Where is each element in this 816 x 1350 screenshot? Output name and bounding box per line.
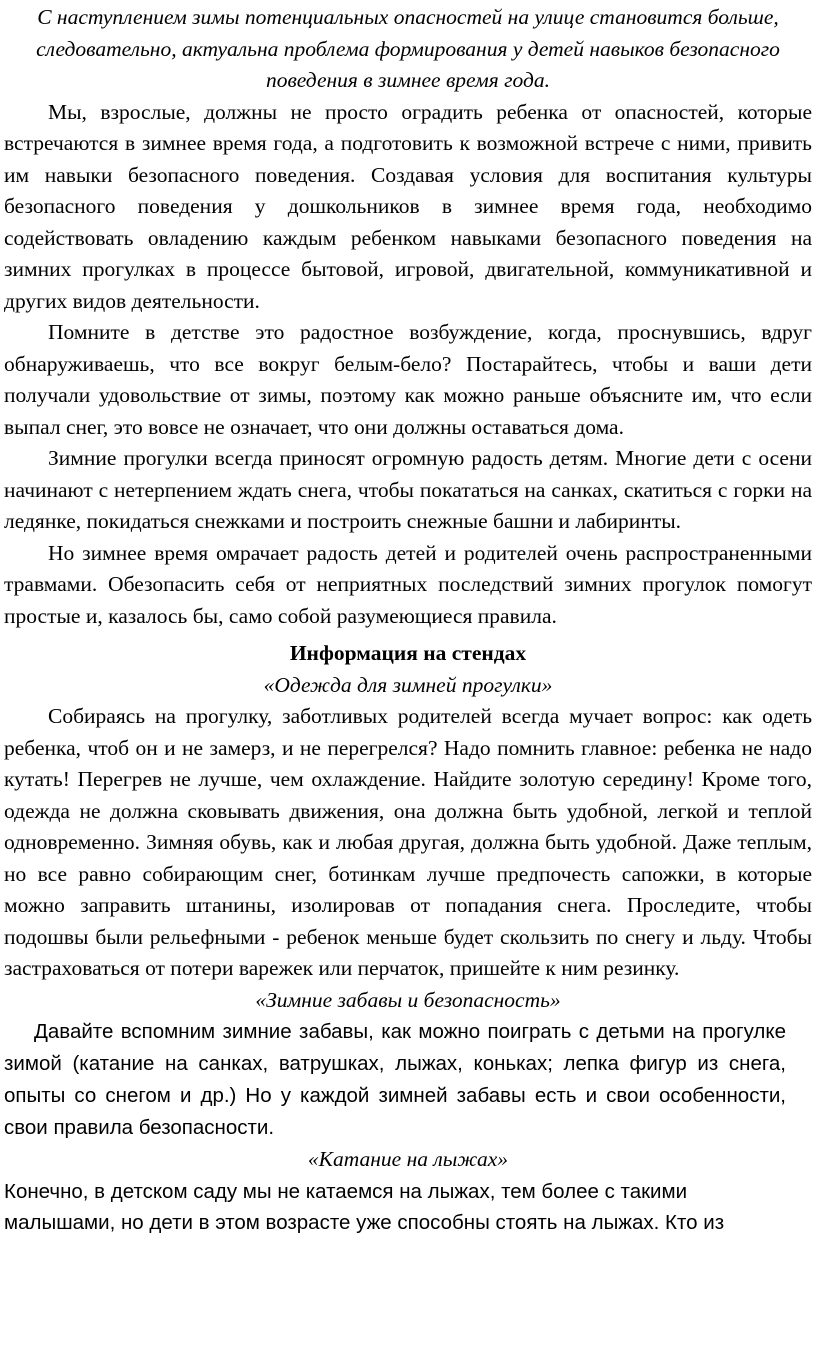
clothing-title: «Одежда для зимней прогулки» xyxy=(263,672,553,697)
paragraph-winter-walks: Зимние прогулки всегда приносят огромную радость детям. Многие дети с осени начинают с нетерпением ждать снега, чтобы покататься на санках, скатиться с горки на ледянке, покидаться снежками и построить снежные башни и лабиринты. xyxy=(4,446,812,533)
clothing-paragraph: Собираясь на прогулку, заботливых родителей всегда мучает вопрос: как одеть ребенка, чтоб он и не замерз, и не перегрелся? Надо помнить главное: ребенка не надо кутать! Перегрев не лучше, чем охлаждение. Найдите золотую середину! Кроме того, одежда не должна сковывать движения, она должна быть удобной, легкой и теплой одновременно. Зимняя обувь, как и любая другая, должна быть удобной. Даже теплым, но все равно собирающим снег, ботинкам лучше предпочесть сапожки, в которые можно заправить штанины, изолировав от попадания снега. Проследите, чтобы подошвы были рельефными - ребенок меньше будет скользить по снегу и льду. Чтобы застраховаться от потери варежек или перчаток, пришейте к ним резинку. xyxy=(4,704,812,980)
winter-fun-title: «Зимние забавы и безопасность» xyxy=(255,987,561,1012)
skiing-paragraph: Конечно, в детском саду мы не катаемся на лыжах, тем более с такими малышами, но дети в этом возрасте уже способны стоять на лыжах. Кто из xyxy=(4,1179,725,1234)
paragraph-adults: Мы, взрослые, должны не просто оградить ребенка от опасностей, которые встречаются в зимнее время года, а подготовить к возможной встрече с ними, привить им навыки безопасного поведения. Создавая условия для воспитания культуры безопасного поведения у дошкольников в зимнее время года, необходимо содействовать овладению каждым ребенком навыками безопасного поведения на зимних прогулках в процессе бытовой, игровой, двигательной, коммуникативной и других видов деятельности. xyxy=(4,99,812,313)
skiing-title: «Катание на лыжах» xyxy=(307,1147,509,1171)
intro-paragraph: С наступлением зимы потенциальных опасностей на улице становится больше, следовательно, актуальна проблема формирования у детей навыков безопасного поведения в зимнее время года. xyxy=(36,5,780,92)
paragraph-injuries: Но зимнее время омрачает радость детей и родителей очень распространенными травмами. Обезопасить себя от неприятных последствий зимних прогулок помогут простые и, казалось бы, само собой разумеющиеся правила. xyxy=(4,540,812,628)
document-page xyxy=(4,2,812,1239)
paragraph-childhood: Помните в детстве это радостное возбуждение, когда, проснувшись, вдруг обнаруживаешь, что все вокруг белым-бело? Постарайтесь, чтобы и ваши дети получали удовольствие от зимы, поэтому как можно раньше объясните им, что если выпал снег, это вовсе не означает, что они должны оставаться дома. xyxy=(4,320,812,439)
winter-fun-paragraph: Давайте вспомним зимние забавы, как можно поиграть с детьми на прогулке зимой (катание на санках, ватрушках, лыжах, коньках; лепка фигур из снега, опыты со снегом и др.) Но у каждой зимней забавы есть и свои особенности, свои правила безопасности. xyxy=(4,1020,786,1139)
section-heading: Информация на стендах xyxy=(289,641,527,665)
